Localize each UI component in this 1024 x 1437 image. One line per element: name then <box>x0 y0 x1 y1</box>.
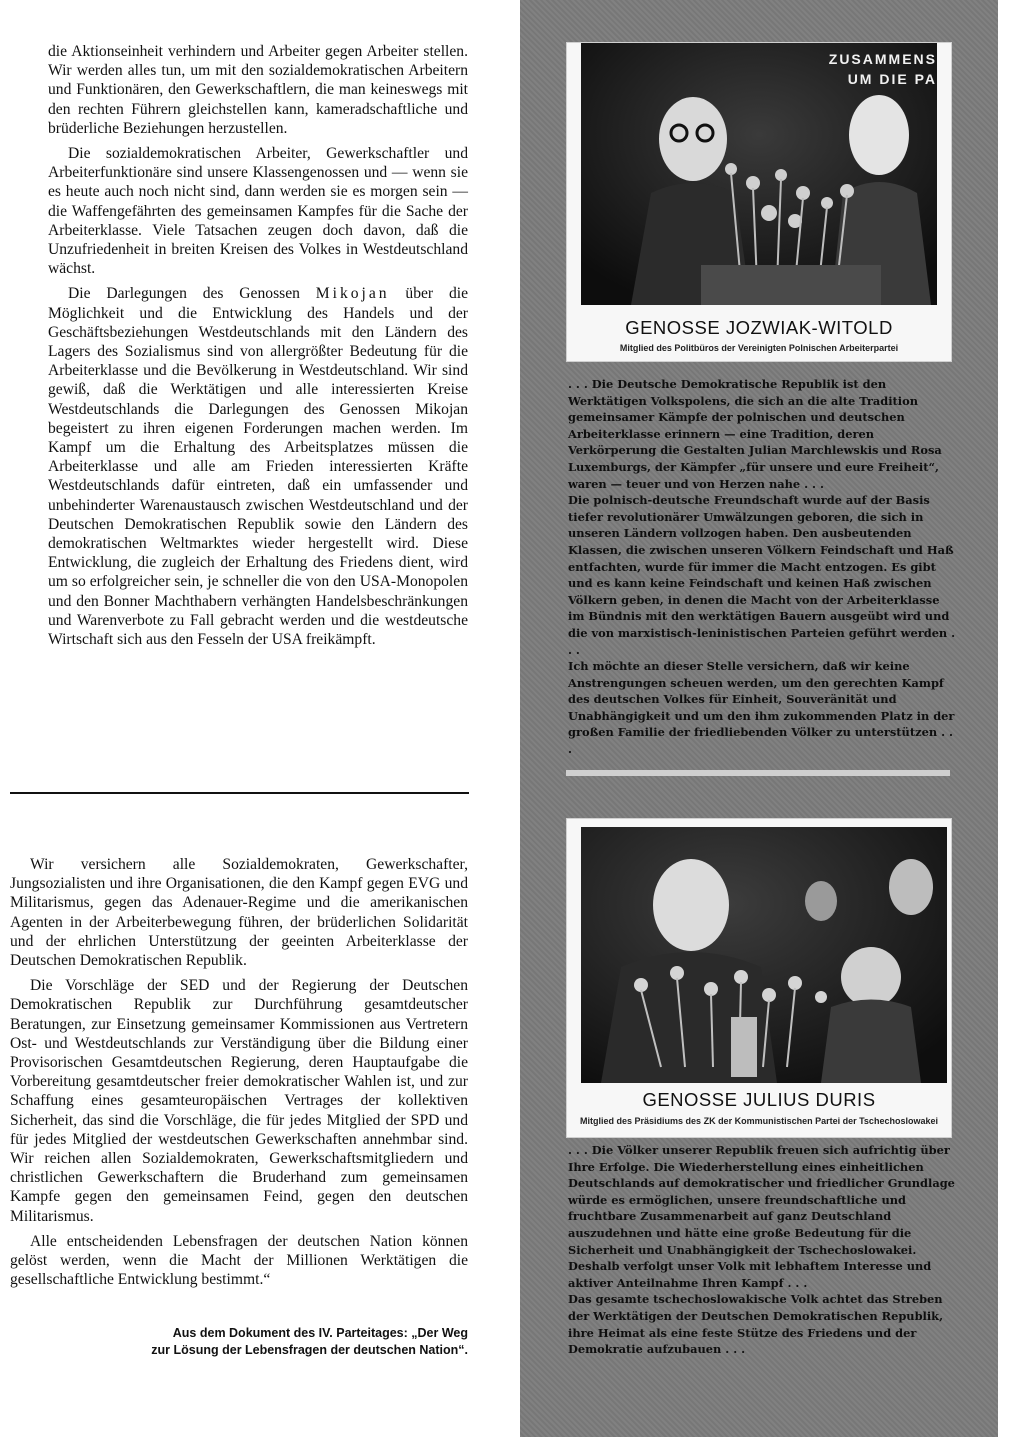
quote-paragraph: . . . Die Völker unserer Republik freuen sich aufrichtig über Ihre Erfolge. Die Wiederherstellung eines einheitlichen Deutschlands auf demokratischer und friedlicher Grundlage würde es ermöglichen, unsere freundschaftliche und fruchtbare Zusammenarbeit auf ganz Deutschland auszudehnen und hätte eine große Bedeutung für die Sicherheit und Unabhängigkeit der Tschechoslowakei. Deshalb verfolgt unser Volk mit lebhaftem Interesse und aktiver Anteilnahme Ihren Kampf . . . <box>568 1143 955 1290</box>
paragraph-text: über die Möglichkeit und die Entwicklung des Handels und der Geschäftsbeziehungen Westdeutschlands mit den Ländern des Lagers des Sozialismus sind von allergrößter Bedeutung für die Arbeiterklasse und die Bevölkerung in Westdeutschland. Wir sind gewiß, daß die Werktätigen und alle interessierten Kreise Westdeutschlands die Darlegungen des Genossen Mikojan begeistert zu ihren eigenen Forderungen machen werden. Im Kampf um die Erhaltung des Arbeitsplatzes müssen die Arbeiterklasse und alle am Frieden interessierten Kräfte Westdeutschlands dafür eintreten, daß ein umfassender und unbehinderter Warenaustausch zwischen Westdeutschland und der Deutschen Demokratischen Republik sowie den Ländern des demokratischen Weltmarktes wieder hergestellt wird. Diese Entwicklung, die zugleich der Erhaltung des Friedens dient, wird um so erfolgreicher sein, je schneller die von den USA-Monopolen und den Bonner Machthabern verhängten Handelsbeschränkungen und Warenverbote zu Fall gebracht werden und die westdeutsche Wirtschaft sich aus den Fesseln der USA freikämpft. <box>48 285 468 649</box>
quote-paragraph: Ich möchte an dieser Stelle versichern, daß wir keine Anstrengungen scheuen werden, um den gerechten Kampf des deutschen Volkes für Einheit, Souveränität und Unabhängigkeit und um den ihm zukommenden Platz in der großen Familie der friedliebenden Völker zu unterstützen . . . <box>568 659 955 757</box>
source-line: zur Lösung der Lebensfragen der deutschen Nation“. <box>151 1343 468 1357</box>
banner-line: ZUSAMMENS <box>828 51 937 67</box>
paragraph: Wir versichern alle Sozialdemokraten, Gewerkschafter, Jungsozialisten und ihre Organisationen, die den Kampf gegen EVG und Militarismus, gegen das Adenauer-Regime und die amerikanischen Agenten in der Arbeiterbewegung führen, der brüderlichen Solidarität und der ehrlichen Unterstützung der geeinten Arbeiterklasse der Deutschen Demokratischen Republik. <box>10 856 468 970</box>
photo-speakers-podium <box>581 43 937 305</box>
article-block-bottom <box>10 855 468 1289</box>
banner-line: UM DIE PA <box>847 71 937 87</box>
photo-speaker-microphones <box>581 827 947 1083</box>
photo-banner-text <box>829 49 937 89</box>
portrait-subtitle: Mitglied des Politbüros der Vereinigten Polnischen Arbeiterpartei <box>619 343 899 353</box>
quote-paragraph: . . . Die Deutsche Demokratische Republik ist den Werktätigen Volkspolens, die sich an die alte Tradition gemeinsamer Kämpfe der polnischen und deutschen Arbeiterklasse erinnern — eine Tradition, deren Verkörperung die Gestalten Julian Marchlewskis und Rosa Luxemburgs, der Kämpfer „für unsere und eure Freiheit“, waren — teuer und von Herzen nahe . . . <box>568 377 942 491</box>
photo-illustration <box>581 827 947 1083</box>
paragraph: die Aktionseinheit verhindern und Arbeiter gegen Arbeiter stellen. Wir werden alles tun, um mit den sozialdemokratischen Arbeitern und Funktionären, den Gewerkschaftlern, die man keineswegs mit den rechten Führern gleichstellen kann, kameradschaftliche und brüderliche Beziehungen herzustellen. <box>48 43 468 137</box>
article-block-top <box>48 42 468 649</box>
paragraph-text: Die Darlegungen des Genossen <box>68 285 316 303</box>
portrait-name: GENOSSE JOZWIAK-WITOLD <box>625 317 893 338</box>
source-line: Aus dem Dokument des IV. Parteitages: „Der Weg <box>172 1326 468 1340</box>
quote-jozwiak <box>568 376 958 758</box>
spaced-name: Mikojan <box>315 285 390 303</box>
portrait-card-duris <box>566 818 952 1138</box>
portrait-card-jozwiak <box>566 42 952 362</box>
paragraph: Die sozialdemokratischen Arbeiter, Gewerkschaftler und Arbeiterfunktionäre sind unsere Klassengenossen und — wenn sie es heute auch noch nicht sind, dann werden sie es morgen sein — die Waffengefährten des gemeinsamen Kampfes für die Sache der Arbeiterklasse. Viele Tatsachen zeugen doch davon, daß die Unzufriedenheit in breiten Kreisen des Volkes in Westdeutschland wächst. <box>48 145 468 278</box>
quote-paragraph: Das gesamte tschechoslowakische Volk achtet das Streben der Werktätigen der Deutschen Demokratischen Republik, ihre Heimat als eine feste Stütze des Friedens und der Demokratie aufzubauen . . . <box>568 1292 944 1357</box>
quote-duris <box>568 1142 958 1358</box>
sidebar-divider <box>566 770 950 776</box>
quote-paragraph: Die polnisch-deutsche Freundschaft wurde auf der Basis tiefer revolutionärer Umwälzungen geboren, die sich in unseren Ländern vollzogen haben. Den ausbeutenden Klassen, die zwischen unseren Völkern Feindschaft und Haß entfachten, wurde für immer die Macht entzogen. Es gibt und es kann keine Feindschaft und keinen Haß zwischen Völkern geben, in denen die Macht von der Arbeiterklasse im Bündnis mit den werktätigen Bauern ausgeübt wird und die von marxistisch-leninistischen Parteien geführt werden . . . <box>568 493 956 657</box>
portrait-subtitle: Mitglied des Präsidiums des ZK der Kommunistischen Partei der Tschechoslowakei <box>580 1116 938 1126</box>
source-citation <box>130 1325 468 1359</box>
paragraph: Alle entscheidenden Lebensfragen der deutschen Nation können gelöst werden, wenn die Macht der Millionen Werktätigen die gesellschaftliche Entwicklung bestimmt.“ <box>10 1232 468 1289</box>
paragraph-mikojan <box>48 284 468 649</box>
paragraph: Die Vorschläge der SED und der Regierung der Deutschen Demokratischen Republik zur Durchführung gesamtdeutscher Beratungen, zur Einsetzung gemeinsamer Kommissionen aus Vertretern Ost- und Westdeutschlands zur Verständigung über die Bildung einer Provisorischen Gesamtdeutschen Regierung, deren Hauptaufgabe die Vorbereitung gesamtdeutscher freier demokratischer Wahlen ist, und zur Schaffung eines gesamteuropäischen Vertrages der kollektiven Sicherheit, das sind die Vorschläge, die für jedes Mitglied der SPD und für jedes Mitglied der westdeutschen Gewerkschaften annehmbar sind. Wir reichen allen Sozialdemokraten, Gewerkschaftsmitgliedern und christlichen Gewerkschaftern die Bruderhand zum gemeinsamen Kampfe gegen den gemeinsamen Feind, gegen den deutschen Militarismus. <box>10 977 468 1225</box>
portrait-name: GENOSSE JULIUS DURIS <box>642 1089 876 1110</box>
section-divider <box>10 792 469 794</box>
